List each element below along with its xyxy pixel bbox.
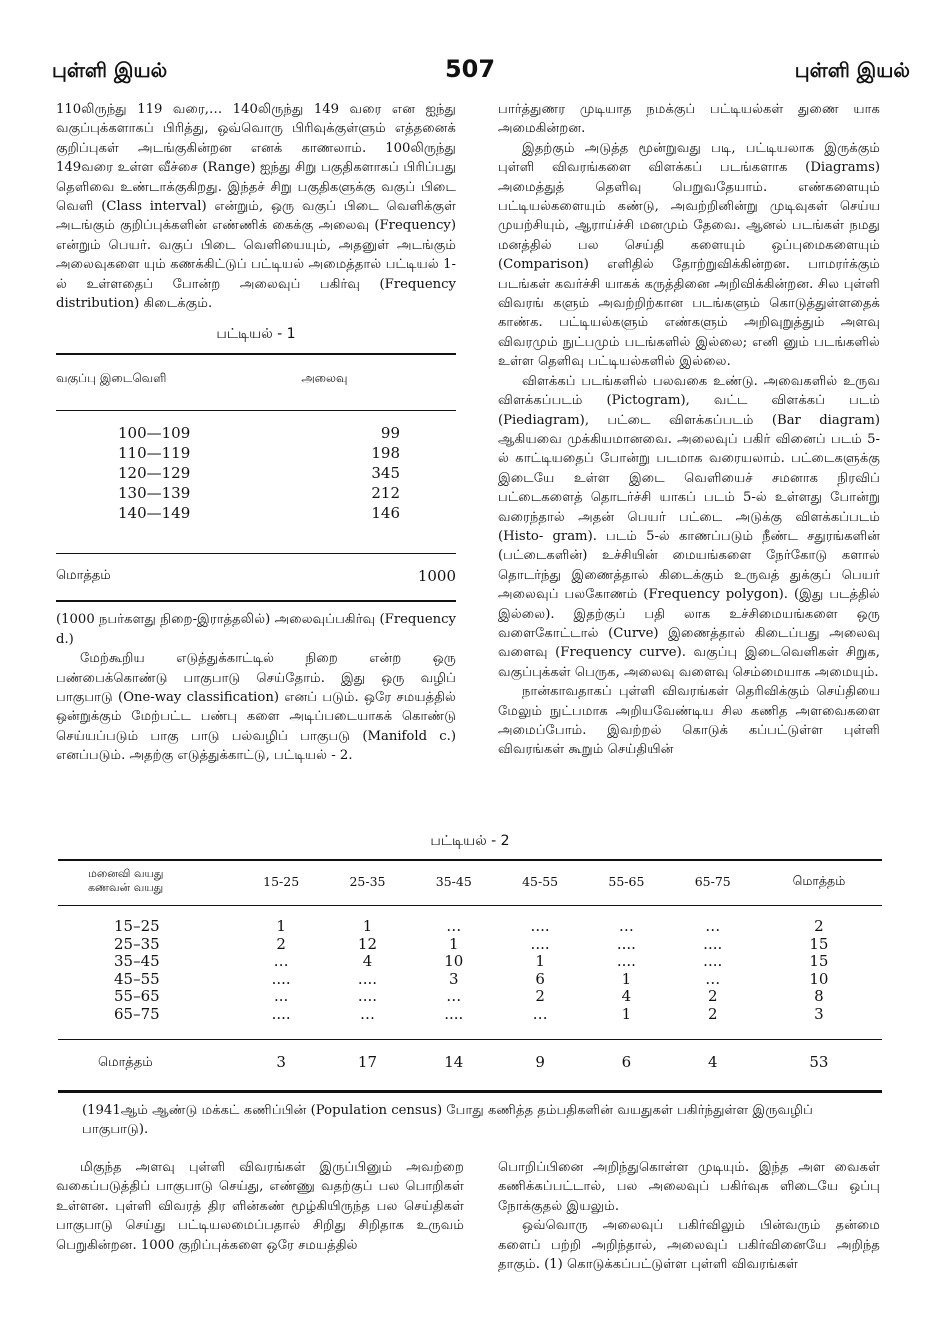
table-cell: .... — [703, 952, 723, 970]
table-cell: 2 — [707, 987, 718, 1005]
table-cell: 17 — [324, 1040, 410, 1092]
table-cell: .... — [616, 934, 636, 953]
table-cell: 15 — [809, 934, 829, 953]
table-cell: 9 — [497, 1040, 583, 1092]
table-header-row — [56, 354, 456, 411]
table-cell: 14 — [411, 1040, 497, 1092]
table2-caption: பட்டியல் - 2 — [430, 833, 510, 849]
table-row — [56, 443, 456, 463]
table2-note: (1941ஆம் ஆண்டு மக்கட் கணிப்பின் (Population census) போது கணித்த தம்பதிகளின் வயதுகள் பகிர்ந்துள்ள இருவழிப் பாகுபாடு). — [82, 1102, 813, 1137]
table2-row-label: 55–65 — [114, 987, 160, 1005]
table-row — [58, 971, 882, 989]
page-number: 507 — [444, 55, 496, 83]
table-cell: … — [273, 952, 289, 970]
table-cell: … — [705, 917, 721, 935]
table2-row-label: 45–55 — [114, 969, 160, 988]
table-cell: 345 — [371, 464, 400, 483]
paragraph: பொறிப்பினை அறிந்துகொள்ள முடியும். இந்த அள வைகள் கணிக்கப்பட்டால், பல அலைவுப் பகிர்வுக ளிடையே ஒப்பு நோக்குதல் இயலும். — [498, 1160, 880, 1214]
table-cell: 1 — [535, 952, 545, 970]
table2-row-label: 65–75 — [114, 1004, 160, 1023]
table-cell: 4 — [621, 987, 632, 1005]
table1-note: (1000 நபர்களது நிறை-இராத்தலில்) அலைவுப்பகிர்வு (Frequency d.) — [56, 612, 456, 647]
table-cell: 110—119 — [118, 444, 191, 463]
table-cell: 2 — [535, 987, 545, 1005]
table2-col-header: 35-45 — [411, 860, 497, 906]
table2-col-header: 55-65 — [583, 860, 669, 906]
table2-col-header: 45-55 — [497, 860, 583, 906]
running-head-left: புள்ளி இயல் — [52, 58, 168, 82]
right-column — [498, 100, 880, 760]
paragraph: பார்த்துணர முடியாத நமக்குப் பட்டியல்கள் துணை யாக அமைகின்றன. — [498, 102, 880, 137]
bottom-right-column — [498, 1158, 880, 1274]
table-cell: 1 — [362, 917, 373, 935]
table2-row-label: 35–45 — [114, 952, 160, 970]
table-cell: .... — [530, 934, 550, 953]
table2-corner-top: மனைவி வயது — [88, 867, 164, 880]
table-cell: 198 — [371, 444, 400, 463]
table-cell: 130—139 — [118, 484, 191, 503]
table-cell: 10 — [809, 969, 829, 988]
table2-total-label: மொத்தம் — [58, 1040, 238, 1092]
table2-corner-bottom: கணவன் வயது — [88, 881, 164, 894]
table-cell: .... — [703, 934, 723, 953]
table-cell: 10 — [444, 952, 464, 970]
table-cell: .... — [616, 952, 636, 970]
table-cell: ... — [274, 987, 289, 1005]
table-cell: .... — [530, 917, 550, 935]
table-header-row — [58, 860, 882, 906]
running-head-right: புள்ளி இயல் — [794, 58, 910, 82]
table-row — [58, 936, 882, 954]
table2-corner-header — [58, 860, 238, 906]
table-cell: 1 — [621, 969, 632, 988]
page-header — [0, 55, 940, 88]
paragraph: நான்காவதாகப் புள்ளி விவரங்கள் தெரிவிக்கும் செய்தியை மேலும் நுட்பமாக அறியவேண்டிய சில கணித அளவைகளை அமைப்போம். இவற்றல் கொடுக் கப்பட்டுள்ள புள்ளி விவரங்கள் கூறும் செய்தியின் — [498, 684, 880, 758]
table-cell: .... — [271, 1004, 291, 1023]
table2-col-header: மொத்தம் — [756, 860, 882, 906]
paragraph: ஒவ்வொரு அலைவுப் பகிர்விலும் பின்வரும் தன்மை களைப் பற்றி அறிந்தால், அலைவுப் பகிர்வினையே அறிந்த தாகும். (1) கொடுக்கப்பட்டுள்ள புள்ளி விவரங்கள் — [498, 1218, 880, 1273]
table2-col-header: 25-35 — [324, 860, 410, 906]
table-cell: 1 — [276, 917, 286, 935]
table2-col-header: 65-75 — [670, 860, 756, 906]
table-row — [58, 953, 882, 971]
table2-row-label: 15–25 — [114, 917, 160, 935]
table-row — [56, 411, 456, 444]
table-cell: … — [618, 917, 634, 935]
table-row — [56, 503, 456, 554]
table1-total-label: மொத்தம் — [56, 554, 301, 602]
table-row — [58, 906, 882, 936]
table-cell: 1 — [449, 934, 459, 953]
table2-col-header: 15-25 — [238, 860, 324, 906]
table-total-row — [56, 554, 456, 602]
table2-body — [58, 906, 882, 1040]
table-cell: … — [705, 969, 721, 988]
table-row — [56, 463, 456, 483]
table-cell: 3 — [814, 1004, 824, 1023]
table-cell: .... — [444, 1004, 464, 1023]
table-row — [58, 1006, 882, 1040]
table2-row-label: 25–35 — [114, 934, 160, 953]
table-cell: 53 — [756, 1040, 882, 1092]
table-cell: 100—109 — [118, 424, 191, 443]
paragraph: 110லிருந்து 119 வரை,… 140லிருந்து 149 வரை என ஐந்து வகுப்புக்களாகப் பிரித்து, ஒவ்வொரு பிரிவுக்குள்ளும் எத்தனைக் குறிப்புகள் அடங்குகின்றன எனக் காணலாம். 100லிருந்து 149வரை உள்ள வீச்சை (Range) ஐந்து சிறு பகுதிகளாகப் பிரிப்பது தெளிவை உண்டாக்குகிறது. இந்தச் சிறு பகுதிகளுக்கு வகுப் பிடை வெளி (Class interval) என்றும், ஒரு வகுப் பிடை வெளிக்குள் அடங்கும் குறிப்புக்களின் எண்ணிக் கைக்கு அலைவு (Frequency) என்றும் பெயர். வகுப் பிடை வெளியையும், அதனுள் அடங்கும் அலைவுகளை யும் கணக்கிட்டுப் பட்டியல் அமைத்தால் பட்டியல் 1-ல் உள்ளதைப் போன்ற அலைவுப் பகிர்வு (Frequency distribution) கிடைக்கும். — [56, 102, 456, 312]
table-cell: 120—129 — [118, 464, 191, 483]
table-cell: 12 — [357, 934, 378, 953]
table-cell: 140—149 — [118, 504, 191, 523]
table-cell: .... — [357, 987, 377, 1005]
left-column — [56, 100, 456, 766]
table-row — [56, 483, 456, 503]
table1-caption: பட்டியல் - 1 — [216, 326, 296, 343]
table-cell: 8 — [814, 987, 824, 1005]
table-cell: .... — [271, 969, 291, 988]
table-cell: .... — [357, 969, 377, 988]
table-cell: 146 — [371, 504, 400, 523]
table-cell: 15 — [809, 952, 829, 970]
table-cell: … — [359, 1004, 375, 1023]
table-cell: 3 — [238, 1040, 324, 1092]
table-cell: 3 — [449, 969, 459, 988]
paragraph: இதற்கும் அடுத்த மூன்றுவது படி, பட்டியலாக இருக்கும் புள்ளி விவரங்களை விளக்கப் படங்களாக (Diagrams) அமைத்துத் தெளிவு பெறுவதேயாம். எண்களையும் பட்டியல்களையும் கண்டு, அவற்றினின்று முடிவுகள் செய்ய முயற்சியும், ஆராய்ச்சி மனமும் தேவை. ஆனல் படங்கள் நமது மனத்தில் பல செய்தி களையும் ஒப்புமைகளையும் (Comparison) எளிதில் தோற்றுவிக்கின்றன. பாமரர்க்கும் படங்கள் கவர்ச்சி யாகக் கருத்தினை அறிவிக்கின்றன. சில புள்ளி விவரங் களும் அவற்றிற்கான படங்களும் கொடுத்துள்ளதைக் காண்க. பட்டியல்களும் எண்களும் அறிவுறுத்தும் அளவு விவரமும் நுட்பமும் படங்களில் இல்லை; எனி னும் படங்களில் உள்ள தெளிவு பட்டியல்களில் இல்லை. — [498, 140, 880, 370]
paragraph: விளக்கப் படங்களில் பலவகை உண்டு. அவைகளில் உருவ விளக்கப்படம் (Pictogram), வட்ட விளக்கப் படம் (Piediagram), பட்டை விளக்கப்படம் (Bar diagram) ஆகியவை முக்கியமானவை. அலைவுப் பகிர் வினைப் படம் 5-ல் காட்டியதைப் போன்று படமாக வரையலாம். பட்டைகளுக்கு இடையே உள்ள இடை வெளியைச் சமனாக நிரவிப் பட்டைகளைத் தொடர்ச்சி யாகப் படம் 5-ல் உள்ளது போன்று வரைந்தால் அதன் பெயர் பட்டை அடுக்கு விளக்கப்படம் (Histo- gram). படம் 5-ல் காணப்படும் நீண்ட சதுரங்களின் (பட்டைகளின்) உச்சியின் மையங்களை நேர்கோடு களால் தொடர்ந்து இணைத்தால் கிடைக்கும் உருவத் துக்குப் பெயர் அலைவுப் பலகோணம் (Frequency polygon). (இது படத்தில் இல்லை). இதற்குப் பதி லாக உச்சிமையங்களை ஒரு வளைகோட்டால் (Curve) இணைத்தால் கிடைப்பது அலைவு வளைவு (Frequency curve). வகுப்பு இடைவெளிகள் சிறுக, வகுப்புக்கள் பெருக, அலைவு வளைவு செம்மையாக அமையும். — [498, 373, 880, 680]
table-cell: … — [446, 987, 462, 1005]
table-cell: … — [532, 1004, 548, 1023]
bottom-left-column — [56, 1158, 464, 1255]
table-cell: 4 — [670, 1040, 756, 1092]
table-cell: 2 — [707, 1004, 718, 1023]
table2-block — [58, 833, 882, 1139]
table1-header-interval: வகுப்பு இடைவெளி — [56, 354, 301, 411]
table-cell: 99 — [380, 424, 400, 443]
table1 — [56, 353, 456, 602]
table-cell: 6 — [583, 1040, 669, 1092]
table-cell: 212 — [371, 484, 400, 503]
table1-header-frequency: அலைவு — [301, 354, 456, 411]
table-total-row — [58, 1040, 882, 1092]
table-cell: 2 — [276, 934, 286, 953]
paragraph: மேற்கூறிய எடுத்துக்காட்டில் நிறை என்ற ஒரு பண்பைக்கொண்டு பாகுபாடு செய்தோம். இது ஒரு வழிப் பாகுபாடு (One-way classification) எனப் படும். ஒரே சமயத்தில் ஒன்றுக்கும் மேற்பட்ட பண்பு களை அடிப்படையாகக் கொண்டு செய்யப்படும் பாகு பாடு பல்வழிப் பாகுபடு (Manifold c.) எனப்படும். அதற்கு எடுத்துக்காட்டு, பட்டியல் - 2. — [56, 651, 456, 764]
table-cell: 6 — [535, 969, 545, 988]
table1-total-value: 1000 — [301, 554, 456, 602]
table-cell: 1 — [621, 1004, 632, 1023]
table-cell: 4 — [362, 952, 373, 970]
paragraph: மிகுந்த அளவு புள்ளி விவரங்கள் இருப்பினும் அவற்றை வகைப்படுத்திப் பாகுபாடு செய்து, எண்ணு வதற்குப் பல பொறிகள் உள்ளன. புள்ளி விவரத் திர ளின்கண் மூழ்கியிருந்த பல செய்திகள் பாகுபாடு செய்து பட்டியலமைப்பதால் சிறிது சிறிதாக உருவம் பெறுகின்றன. 1000 குறிப்புக்களை ஒரே சமயத்தில் — [56, 1160, 464, 1253]
table-cell: 2 — [814, 917, 824, 935]
table-row — [58, 988, 882, 1006]
table-cell: … — [446, 917, 462, 935]
table2 — [58, 859, 882, 1093]
